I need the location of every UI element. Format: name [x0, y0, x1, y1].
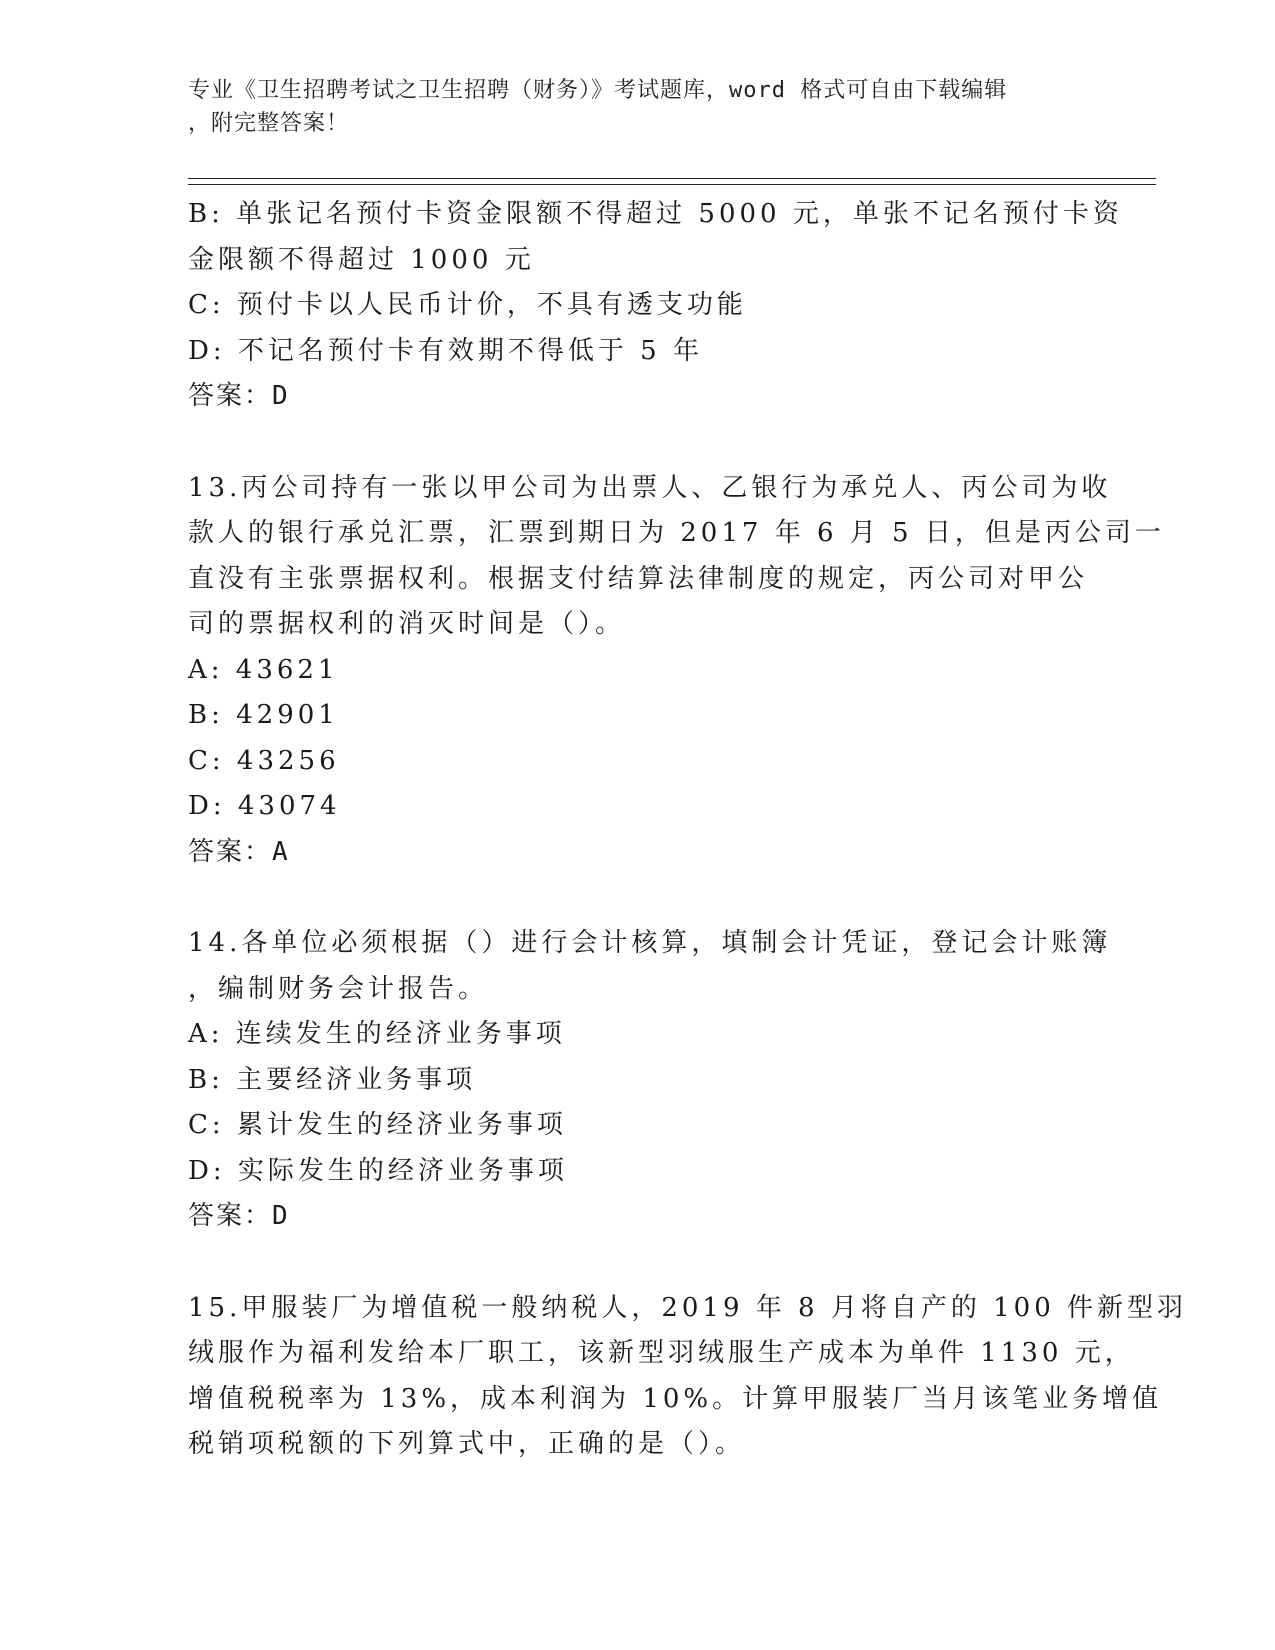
option-a: A: 连续发生的经济业务事项 [188, 1019, 566, 1049]
option-a: A: 43621 [188, 654, 339, 685]
question-stem-line: 款人的银行承兑汇票，汇票到期日为 2017 年 6 月 5 日，但是丙公司一 [188, 518, 1165, 548]
question-stem-line: 税销项税额的下列算式中，正确的是（）。 [188, 1429, 746, 1459]
question-stem-line: ，编制财务会计报告。 [188, 973, 489, 1004]
answer-line: 答案：A [188, 836, 290, 867]
option-b-line-1: B: 单张记名预付卡资金限额不得超过 5000 元，单张不记名预付卡资 [188, 199, 1123, 229]
question-stem-line: 15.甲服装厂为增值税一般纳税人，2019 年 8 月将自产的 100 件新型羽 [188, 1292, 1188, 1323]
option-b: B: 主要经济业务事项 [188, 1064, 477, 1095]
question-stem-line: 14.各单位必须根据（）进行会计核算，填制会计凭证，登记会计账簿 [188, 928, 1112, 958]
option-b-line-2: 金限额不得超过 1000 元 [188, 244, 535, 275]
header-line-2: ，附完整答案！ [188, 111, 350, 136]
option-c: C: 预付卡以人民币计价，不具有透支功能 [188, 290, 747, 320]
document-body [188, 192, 1188, 1468]
question-stem-line: 增值税税率为 13%，成本利润为 10%。计算甲服装厂当月该笔业务增值 [188, 1383, 1163, 1414]
question-stem-line: 直没有主张票据权利。根据支付结算法律制度的规定，丙公司对甲公 [188, 563, 1089, 594]
option-b: B: 42901 [188, 700, 339, 730]
question-14 [188, 921, 1112, 1240]
spacer [188, 875, 1088, 921]
header-rule-top [188, 178, 1156, 179]
option-d: D: 实际发生的经济业务事项 [188, 1155, 568, 1186]
question-stem-line: 司的票据权利的消灭时间是（）。 [188, 609, 626, 639]
answer-line: 答案：D [188, 1201, 290, 1231]
answer-line: 答案：D [188, 381, 290, 411]
header-line-1: 专业《卫生招聘考试之卫生招聘（财务）》考试题库，word 格式可自由下载编辑 [188, 78, 1008, 103]
spacer [188, 1240, 1088, 1286]
question-12-continued [188, 192, 1123, 420]
header-rule-bottom [188, 184, 1156, 185]
document-header [188, 74, 1088, 140]
option-c: C: 累计发生的经济业务事项 [188, 1110, 567, 1140]
question-stem-line: 13.丙公司持有一张以甲公司为出票人、乙银行为承兑人、丙公司为收 [188, 472, 1112, 503]
option-d: D: 不记名预付卡有效期不得低于 5 年 [188, 335, 703, 366]
spacer [188, 420, 1088, 466]
question-13 [188, 466, 1165, 876]
question-stem-line: 绒服作为福利发给本厂职工，该新型羽绒服生产成本为单件 1130 元， [188, 1338, 1135, 1368]
question-15 [188, 1286, 1188, 1468]
option-c: C: 43256 [188, 745, 340, 776]
option-d: D: 43074 [188, 791, 341, 821]
